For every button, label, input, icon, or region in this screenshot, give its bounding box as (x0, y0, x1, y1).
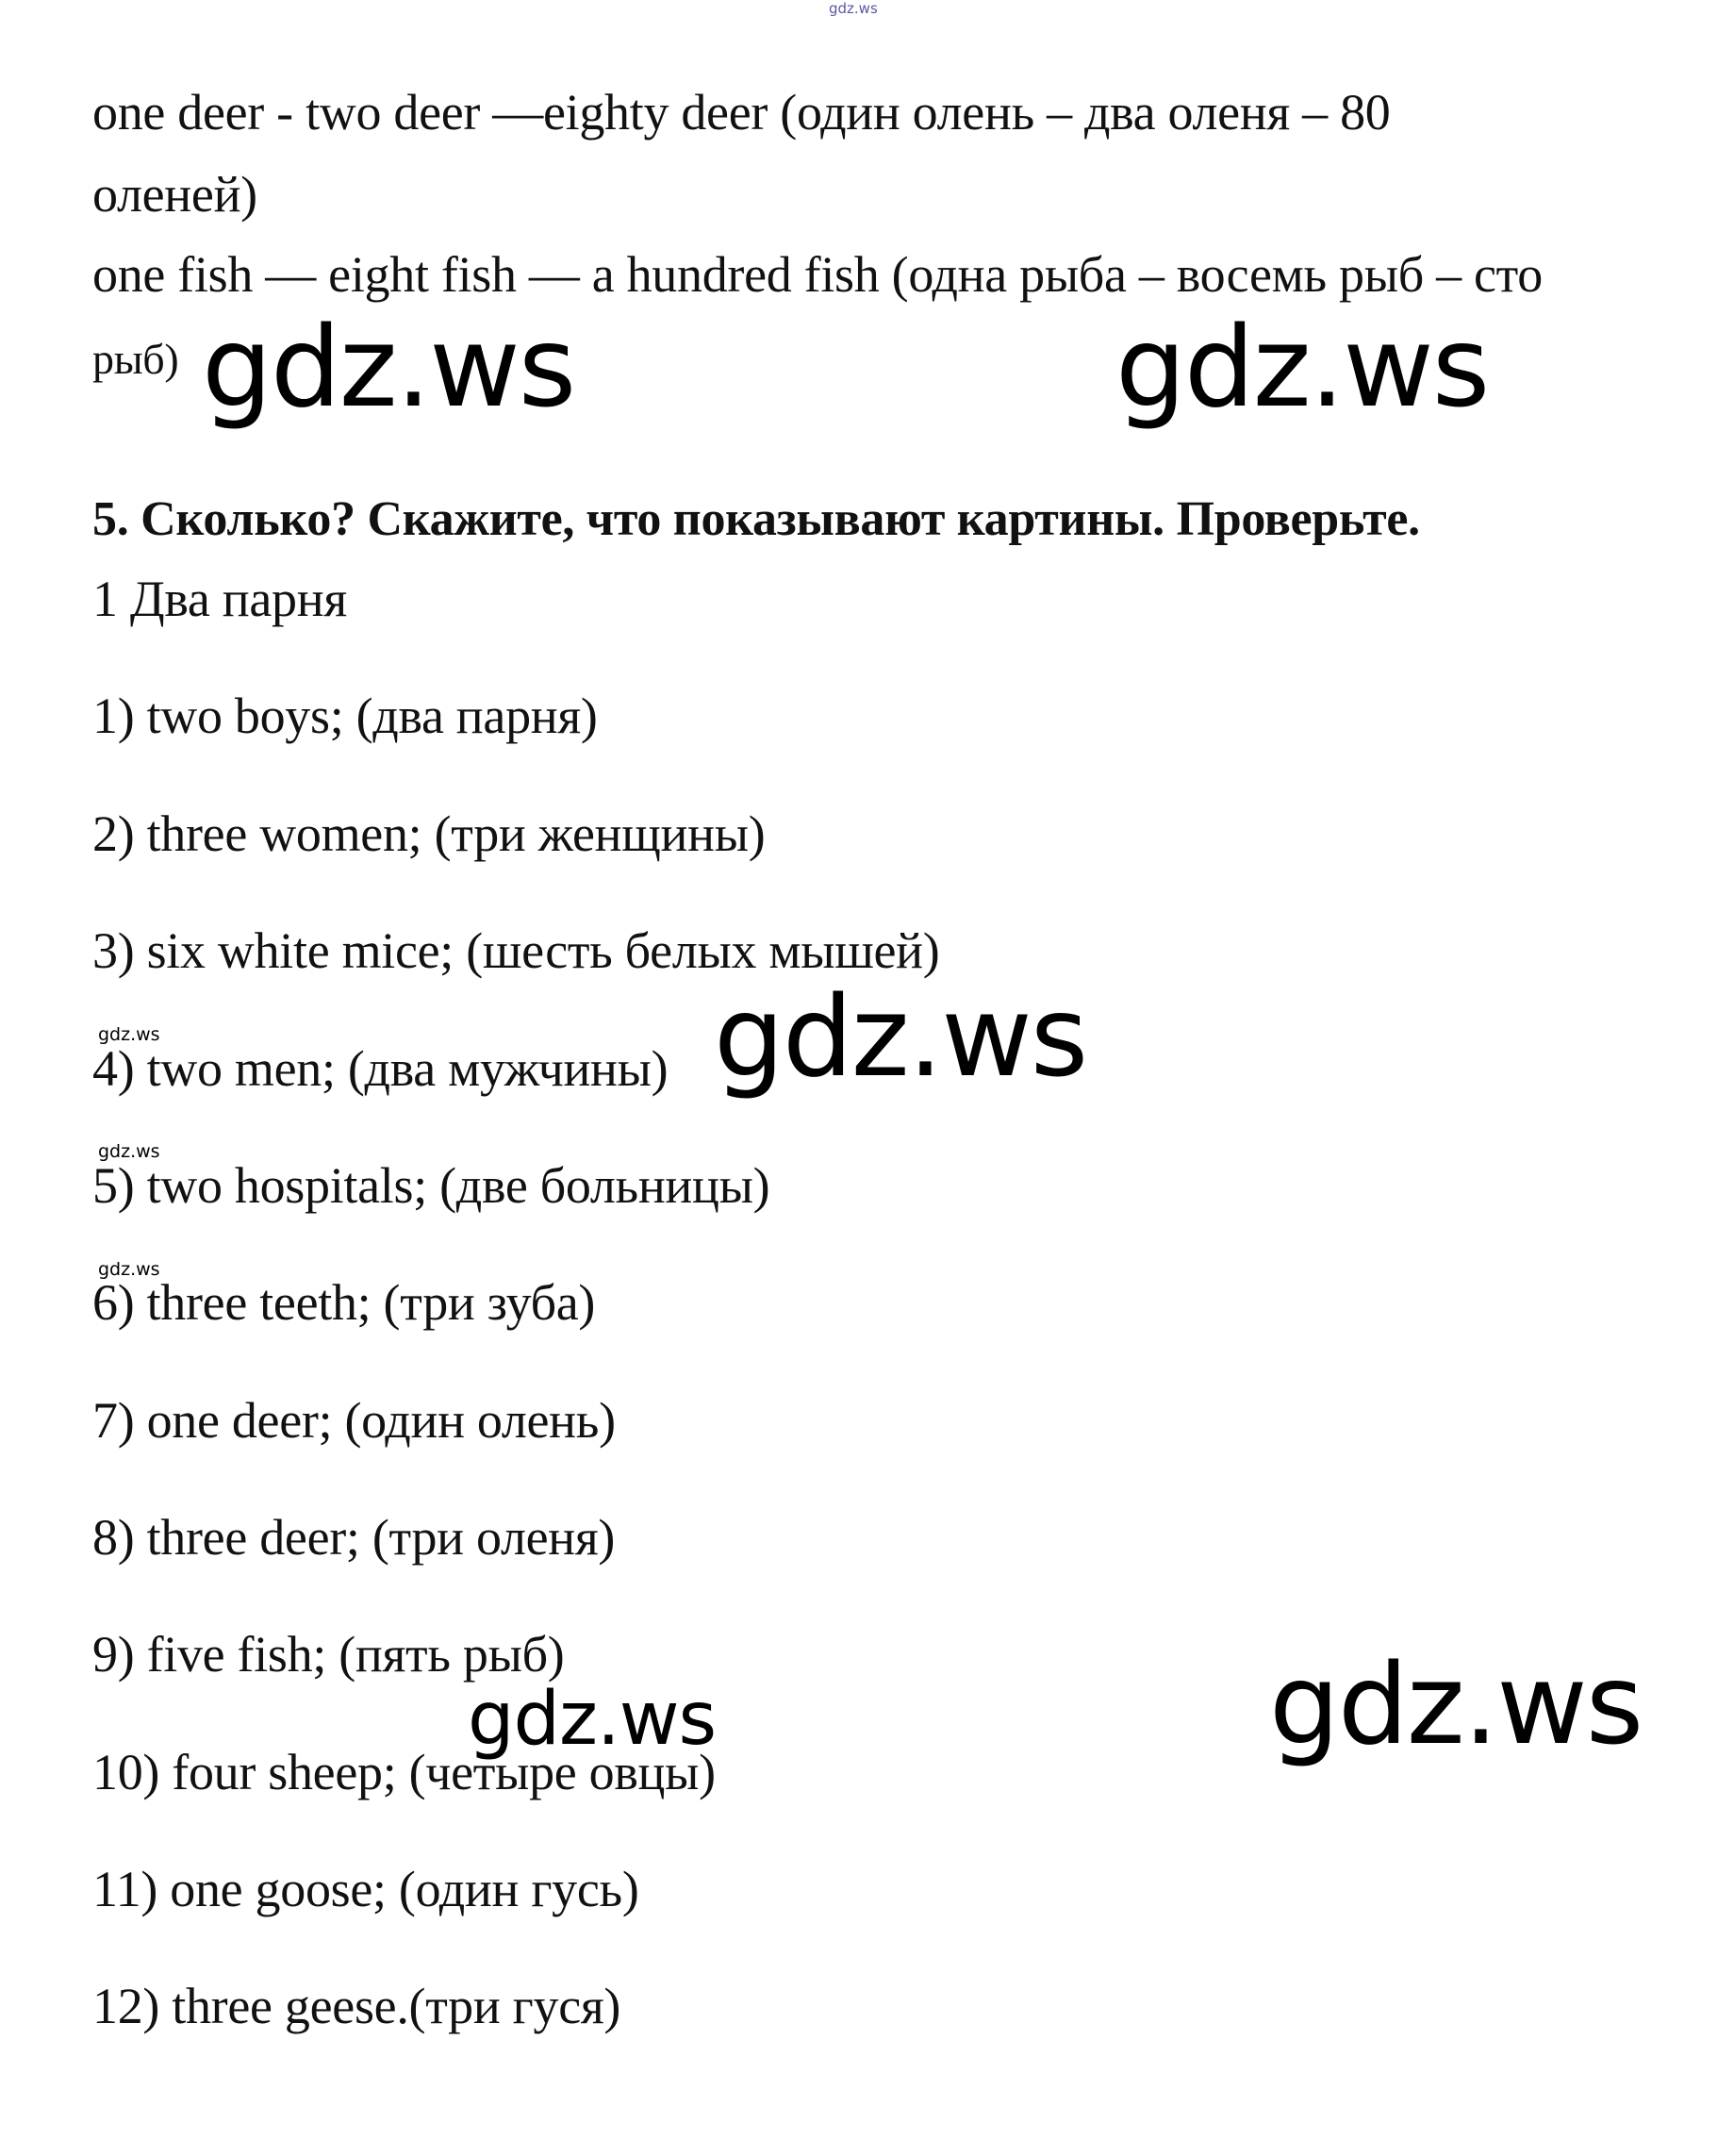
answer-item-3: 3) six white mice; (шесть белых мышей) (92, 922, 940, 979)
watermark-large-1: gdz.ws (202, 302, 575, 432)
watermark-medium: gdz.ws (468, 1677, 717, 1762)
answer-item-11: 11) one goose; (один гусь) (92, 1861, 639, 1917)
watermark-large-2: gdz.ws (1115, 302, 1489, 432)
intro-fish-line-1: one fish — eight fish — a hundred fish (одна рыба – восемь рыб – сто (92, 246, 1543, 303)
watermark-small-3: gdz.ws (98, 1259, 160, 1280)
answer-item-8: 8) three deer; (три оленя) (92, 1509, 616, 1566)
intro-deer-line-2: оленей) (92, 166, 257, 223)
watermark-top: gdz.ws (829, 0, 878, 17)
watermark-large-4: gdz.ws (1269, 1639, 1643, 1769)
answer-item-9: 9) five fish; (пять рыб) (92, 1626, 565, 1683)
answer-item-4: 4) two men; (два мужчины) (92, 1040, 669, 1097)
answer-item-7: 7) one deer; (один олень) (92, 1392, 616, 1449)
intro-deer-line-1: one deer - two deer —eighty deer (один олень – два оленя – 80 (92, 84, 1391, 141)
watermark-small-1: gdz.ws (98, 1024, 160, 1045)
answer-item-10: 10) four sheep; (четыре овцы) (92, 1744, 716, 1800)
answer-item-6: 6) three teeth; (три зуба) (92, 1274, 596, 1331)
intro-fish-line-2: рыб) (92, 335, 179, 383)
answer-item-1: 1) two boys; (два парня) (92, 688, 598, 744)
exercise-heading: 5. Сколько? Скажите, что показывают картины. Проверьте. (92, 492, 1420, 546)
watermark-small-2: gdz.ws (98, 1141, 160, 1162)
answer-item-12: 12) three geese.(три гуся) (92, 1978, 621, 2034)
watermark-large-3: gdz.ws (714, 971, 1087, 1102)
answer-item-5: 5) two hospitals; (две больницы) (92, 1157, 770, 1214)
answer-item-2: 2) three women; (три женщины) (92, 805, 766, 862)
exercise-example: 1 Два парня (92, 571, 347, 627)
